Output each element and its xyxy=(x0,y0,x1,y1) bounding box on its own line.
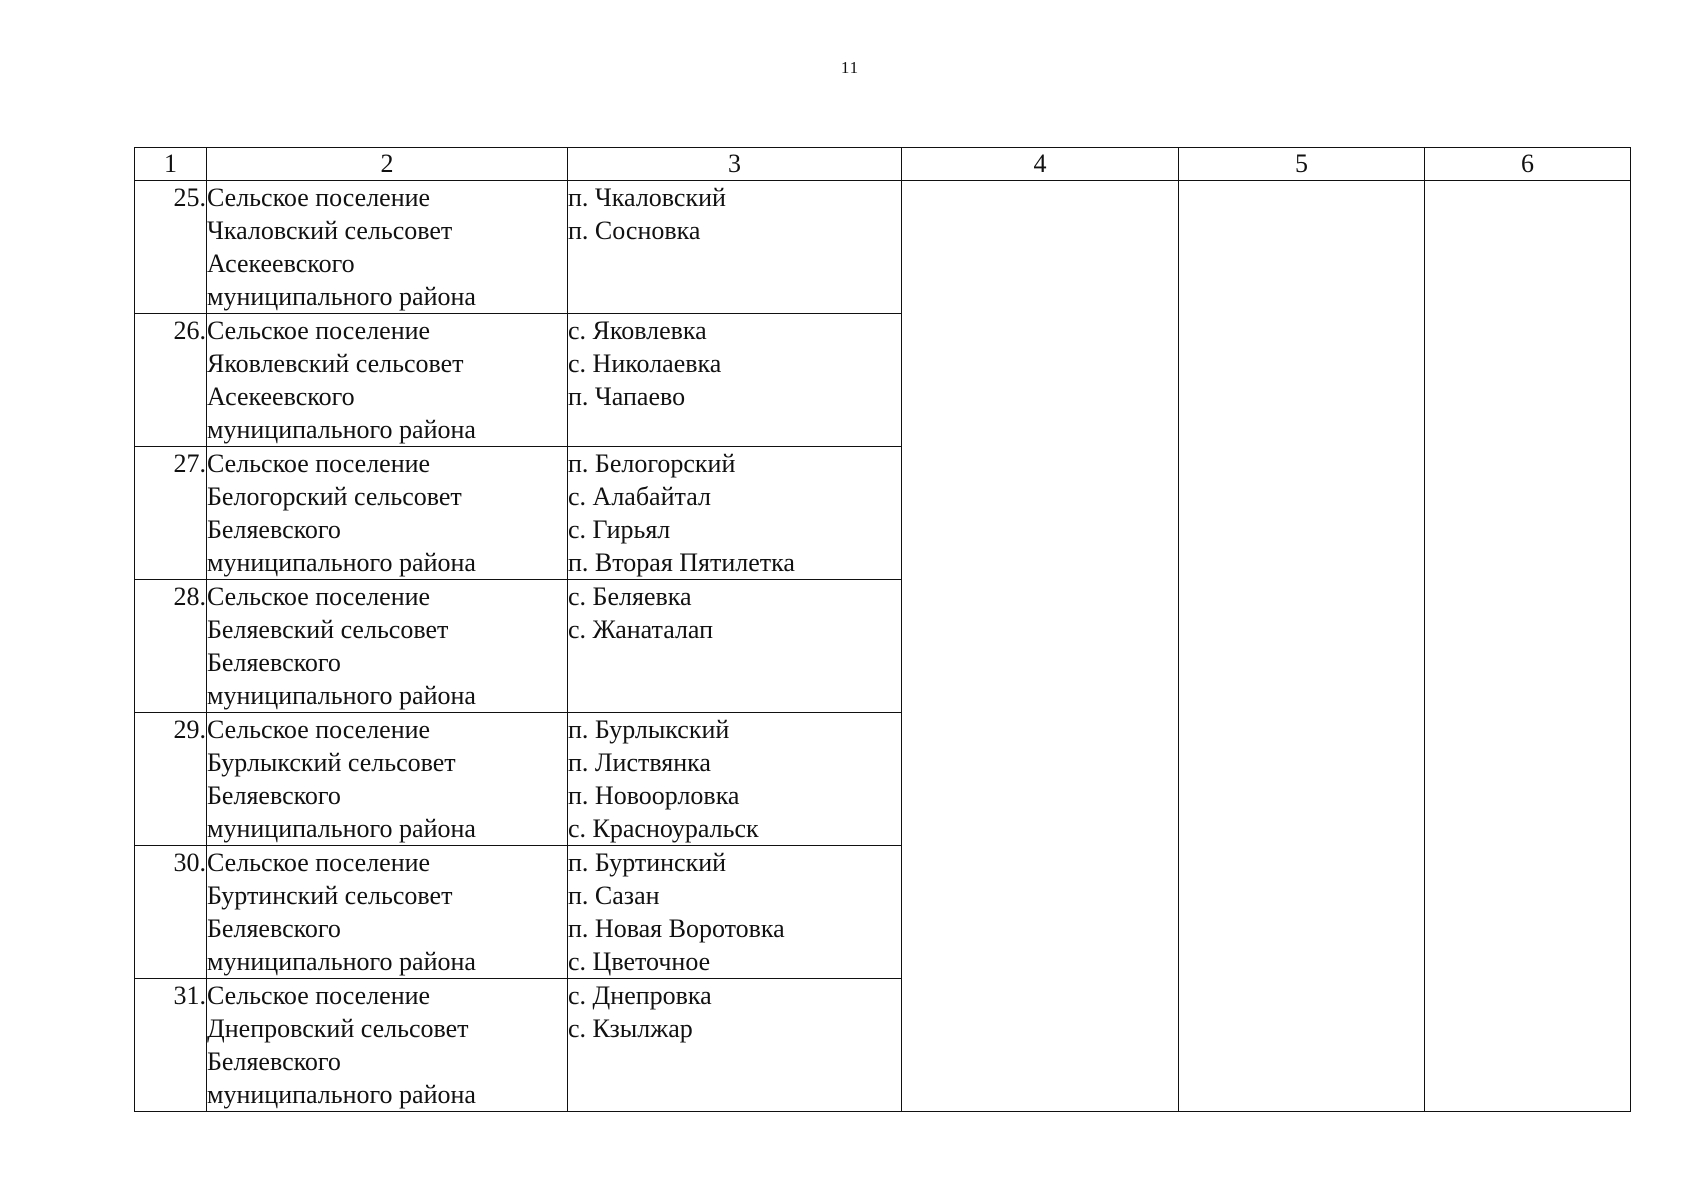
localities-cell xyxy=(568,580,902,713)
row-number: 27. xyxy=(135,447,207,580)
column-header-3: 3 xyxy=(568,148,902,181)
settlement-name-line: Яковлевский сельсовет xyxy=(207,349,464,378)
settlement-name-cell xyxy=(207,580,568,713)
settlement-name-line: Беляевского xyxy=(207,1047,341,1076)
locality-line: п. Вторая Пятилетка xyxy=(568,548,795,577)
locality-line: с. Жанаталап xyxy=(568,615,714,644)
column-5-cell xyxy=(1179,181,1425,1112)
row-number: 30. xyxy=(135,846,207,979)
settlement-name-line: Асекеевского xyxy=(207,249,355,278)
locality-line: с. Днепровка xyxy=(568,981,712,1010)
settlement-name-line: Чкаловский сельсовет xyxy=(207,216,453,245)
settlement-name-line: муниципального района xyxy=(207,947,476,976)
locality-line: п. Новая Воротовка xyxy=(568,914,785,943)
settlement-name-line: Асекеевского xyxy=(207,382,355,411)
settlement-name-cell xyxy=(207,314,568,447)
settlement-name-line: Сельское поселение xyxy=(207,981,431,1010)
settlement-name-cell xyxy=(207,846,568,979)
column-header-5: 5 xyxy=(1179,148,1425,181)
settlement-name-line: Беляевского xyxy=(207,781,341,810)
locality-line: п. Буртинский xyxy=(568,848,727,877)
settlement-name-line: муниципального района xyxy=(207,415,476,444)
localities-cell xyxy=(568,979,902,1112)
locality-line: с. Алабайтал xyxy=(568,482,711,511)
settlement-name-line: Сельское поселение xyxy=(207,715,431,744)
settlement-name-line: Сельское поселение xyxy=(207,848,431,877)
locality-line: п. Белогорский xyxy=(568,449,736,478)
row-number: 28. xyxy=(135,580,207,713)
locality-line: с. Яковлевка xyxy=(568,316,707,345)
locality-line: п. Чапаево xyxy=(568,382,686,411)
settlement-name-line: Сельское поселение xyxy=(207,582,431,611)
locality-line: п. Бурлыкский xyxy=(568,715,730,744)
settlement-name-line: Днепровский сельсовет xyxy=(207,1014,469,1043)
locality-line: п. Новоорловка xyxy=(568,781,740,810)
localities-cell xyxy=(568,447,902,580)
settlement-name-cell xyxy=(207,181,568,314)
settlement-name-line: Беляевского xyxy=(207,515,341,544)
settlement-name-line: Сельское поселение xyxy=(207,449,431,478)
column-4-cell xyxy=(902,181,1179,1112)
settlement-name-line: Бурлыкский сельсовет xyxy=(207,748,456,777)
settlements-table xyxy=(134,147,1631,1112)
settlement-name-line: Сельское поселение xyxy=(207,316,431,345)
locality-line: с. Николаевка xyxy=(568,349,722,378)
locality-line: п. Листвянка xyxy=(568,748,711,777)
column-header-6: 6 xyxy=(1425,148,1631,181)
locality-line: с. Красноуральск xyxy=(568,814,759,843)
table-row xyxy=(135,181,1631,314)
row-number: 31. xyxy=(135,979,207,1112)
settlement-name-line: муниципального района xyxy=(207,814,476,843)
locality-line: п. Сосновка xyxy=(568,216,701,245)
settlement-name-line: Беляевский сельсовет xyxy=(207,615,449,644)
settlement-name-line: муниципального района xyxy=(207,548,476,577)
locality-line: с. Цветочное xyxy=(568,947,711,976)
column-header-4: 4 xyxy=(902,148,1179,181)
column-6-cell xyxy=(1425,181,1631,1112)
settlement-name-cell xyxy=(207,979,568,1112)
settlement-name-cell xyxy=(207,447,568,580)
localities-cell xyxy=(568,846,902,979)
settlement-name-cell xyxy=(207,713,568,846)
settlement-name-line: Сельское поселение xyxy=(207,183,431,212)
page-number: 11 xyxy=(840,58,860,77)
row-number: 26. xyxy=(135,314,207,447)
settlement-name-line: муниципального района xyxy=(207,681,476,710)
table-header-row xyxy=(135,148,1631,181)
localities-cell xyxy=(568,181,902,314)
column-header-2: 2 xyxy=(207,148,568,181)
settlement-name-line: муниципального района xyxy=(207,1080,476,1109)
settlement-name-line: Буртинский сельсовет xyxy=(207,881,453,910)
row-number: 29. xyxy=(135,713,207,846)
localities-cell xyxy=(568,713,902,846)
locality-line: с. Беляевка xyxy=(568,582,692,611)
settlement-name-line: Белогорский сельсовет xyxy=(207,482,462,511)
settlement-name-line: муниципального района xyxy=(207,282,476,311)
locality-line: п. Чкаловский xyxy=(568,183,726,212)
settlement-name-line: Беляевского xyxy=(207,914,341,943)
column-header-1: 1 xyxy=(135,148,207,181)
row-number: 25. xyxy=(135,181,207,314)
locality-line: п. Сазан xyxy=(568,881,660,910)
settlement-name-line: Беляевского xyxy=(207,648,341,677)
locality-line: с. Кзылжар xyxy=(568,1014,693,1043)
locality-line: с. Гирьял xyxy=(568,515,671,544)
localities-cell xyxy=(568,314,902,447)
